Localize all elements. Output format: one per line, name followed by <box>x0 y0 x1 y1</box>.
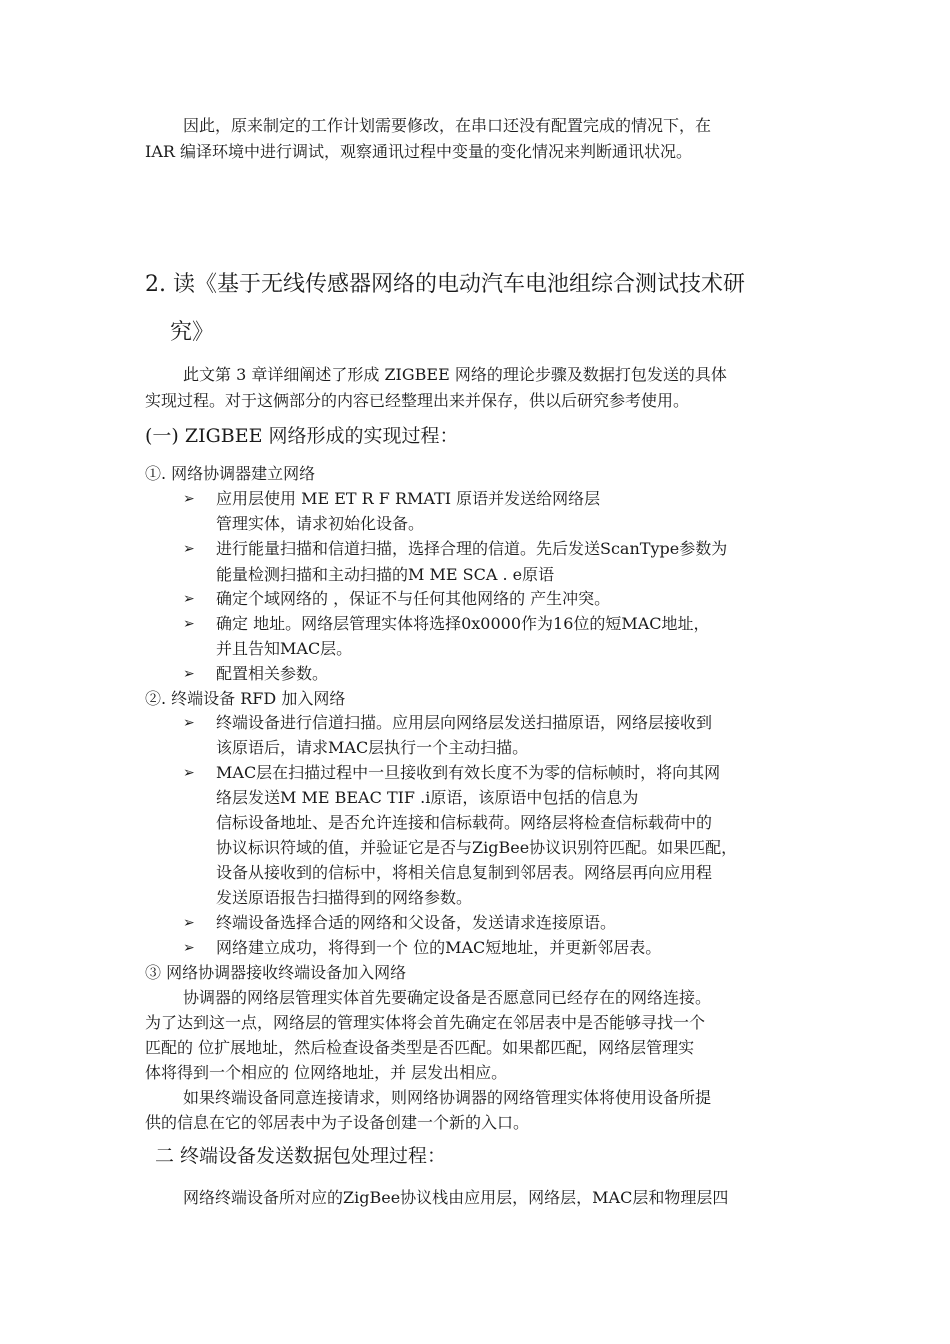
step-1-bullet-5: 配置相关参数。 <box>216 664 329 683</box>
step-2-bullet-2-line-1: MAC层在扫描过程中一旦接收到有效长度不为零的信标帧时，将向其网 <box>216 763 721 782</box>
section-2-title-cont: 究》 <box>170 320 215 345</box>
step-1-bullet-2-line-1: 进行能量扫描和信道扫描，选择合理的信道。先后发送ScanType参数为 <box>216 539 728 558</box>
section-2-para-line-2: 实现过程。对于这俩部分的内容已经整理出来并保存，供以后研究参考使用。 <box>145 391 690 410</box>
step-1-bullet-2-line-2: 能量检测扫描和主动扫描的M ME SCA . e原语 <box>216 565 555 584</box>
step-2-title: ②. 终端设备 RFD 加入网络 <box>145 689 346 708</box>
step-1-bullet-1-line-2: 管理实体，请求初始化设备。 <box>216 514 425 533</box>
bullet-icon: ➢ <box>183 715 195 731</box>
part-2-para-line-1: 网络终端设备所对应的ZigBee协议栈由应用层，网络层，MAC层和物理层四 <box>183 1188 729 1207</box>
step-2-bullet-2-line-6: 发送原语报告扫描得到的网络参数。 <box>216 888 473 907</box>
bullet-icon: ➢ <box>183 940 195 956</box>
step-2-bullet-2-line-3: 信标设备地址、是否允许连接和信标载荷。网络层将检查信标载荷中的 <box>216 813 713 832</box>
step-3-para-1-line-1: 协调器的网络层管理实体首先要确定设备是否愿意同已经存在的网络连接。 <box>183 988 712 1007</box>
intro-line-1: 因此，原来制定的工作计划需要修改，在串口还没有配置完成的情况下，在 <box>183 116 712 135</box>
bullet-icon: ➢ <box>183 765 195 781</box>
bullet-icon: ➢ <box>183 915 195 931</box>
step-1-bullet-3: 确定个域网络的 ，保证不与任何其他网络的 产生冲突。 <box>216 589 611 608</box>
step-3-para-1-line-2: 为了达到这一点，网络层的管理实体将会首先确定在邻居表中是否能够寻找一个 <box>145 1013 706 1032</box>
step-2-bullet-2-line-2: 络层发送M ME BEAC TIF .i原语，该原语中包括的信息为 <box>216 788 639 807</box>
part-1-heading: (一) ZIGBEE 网络形成的实现过程： <box>145 425 459 447</box>
step-3-para-2-line-2: 供的信息在它的邻居表中为子设备创建一个新的入口。 <box>145 1113 530 1132</box>
step-1-bullet-4-line-1: 确定 地址。网络层管理实体将选择0x0000作为16位的短MAC地址， <box>216 614 710 633</box>
bullet-icon: ➢ <box>183 491 195 507</box>
intro-line-2: IAR 编译环境中进行调试，观察通讯过程中变量的变化情况来判断通讯状况。 <box>145 142 693 161</box>
bullet-icon: ➢ <box>183 616 195 632</box>
step-3-title: ③ 网络协调器接收终端设备加入网络 <box>145 963 407 982</box>
step-2-bullet-4: 网络建立成功，将得到一个 位的MAC短地址，并更新邻居表。 <box>216 938 662 957</box>
bullet-icon: ➢ <box>183 666 195 682</box>
section-2-title: 2. 读《基于无线传感器网络的电动汽车电池组综合测试技术研 <box>145 272 745 297</box>
step-2-bullet-3: 终端设备选择合适的网络和父设备，发送请求连接原语。 <box>216 913 617 932</box>
part-2-heading: 二 终端设备发送数据包处理过程： <box>155 1145 447 1167</box>
bullet-icon: ➢ <box>183 541 195 557</box>
step-1-title: ①. 网络协调器建立网络 <box>145 464 316 483</box>
bullet-icon: ➢ <box>183 591 195 607</box>
section-2-para-line-1: 此文第 3 章详细阐述了形成 ZIGBEE 网络的理论步骤及数据打包发送的具体 <box>183 365 727 384</box>
step-1-bullet-1-line-1: 应用层使用 ME ET R F RMATI 原语并发送给网络层 <box>216 489 601 508</box>
step-2-bullet-2-line-4: 协议标识符域的值，并验证它是否与ZigBee协议识别符匹配。如果匹配， <box>216 838 738 857</box>
step-3-para-1-line-3: 匹配的 位扩展地址，然后检查设备类型是否匹配。如果都匹配，网络层管理实 <box>145 1038 695 1057</box>
step-3-para-1-line-4: 体将得到一个相应的 位网络地址，并 层发出相应。 <box>145 1063 508 1082</box>
step-3-para-2-line-1: 如果终端设备同意连接请求，则网络协调器的网络管理实体将使用设备所提 <box>183 1088 712 1107</box>
step-1-bullet-4-line-2: 并且告知MAC层。 <box>216 639 353 658</box>
step-2-bullet-1-line-1: 终端设备进行信道扫描。应用层向网络层发送扫描原语，网络层接收到 <box>216 713 713 732</box>
step-2-bullet-1-line-2: 该原语后，请求MAC层执行一个主动扫描。 <box>216 738 529 757</box>
step-2-bullet-2-line-5: 设备从接收到的信标中，将相关信息复制到邻居表。网络层再向应用程 <box>216 863 713 882</box>
